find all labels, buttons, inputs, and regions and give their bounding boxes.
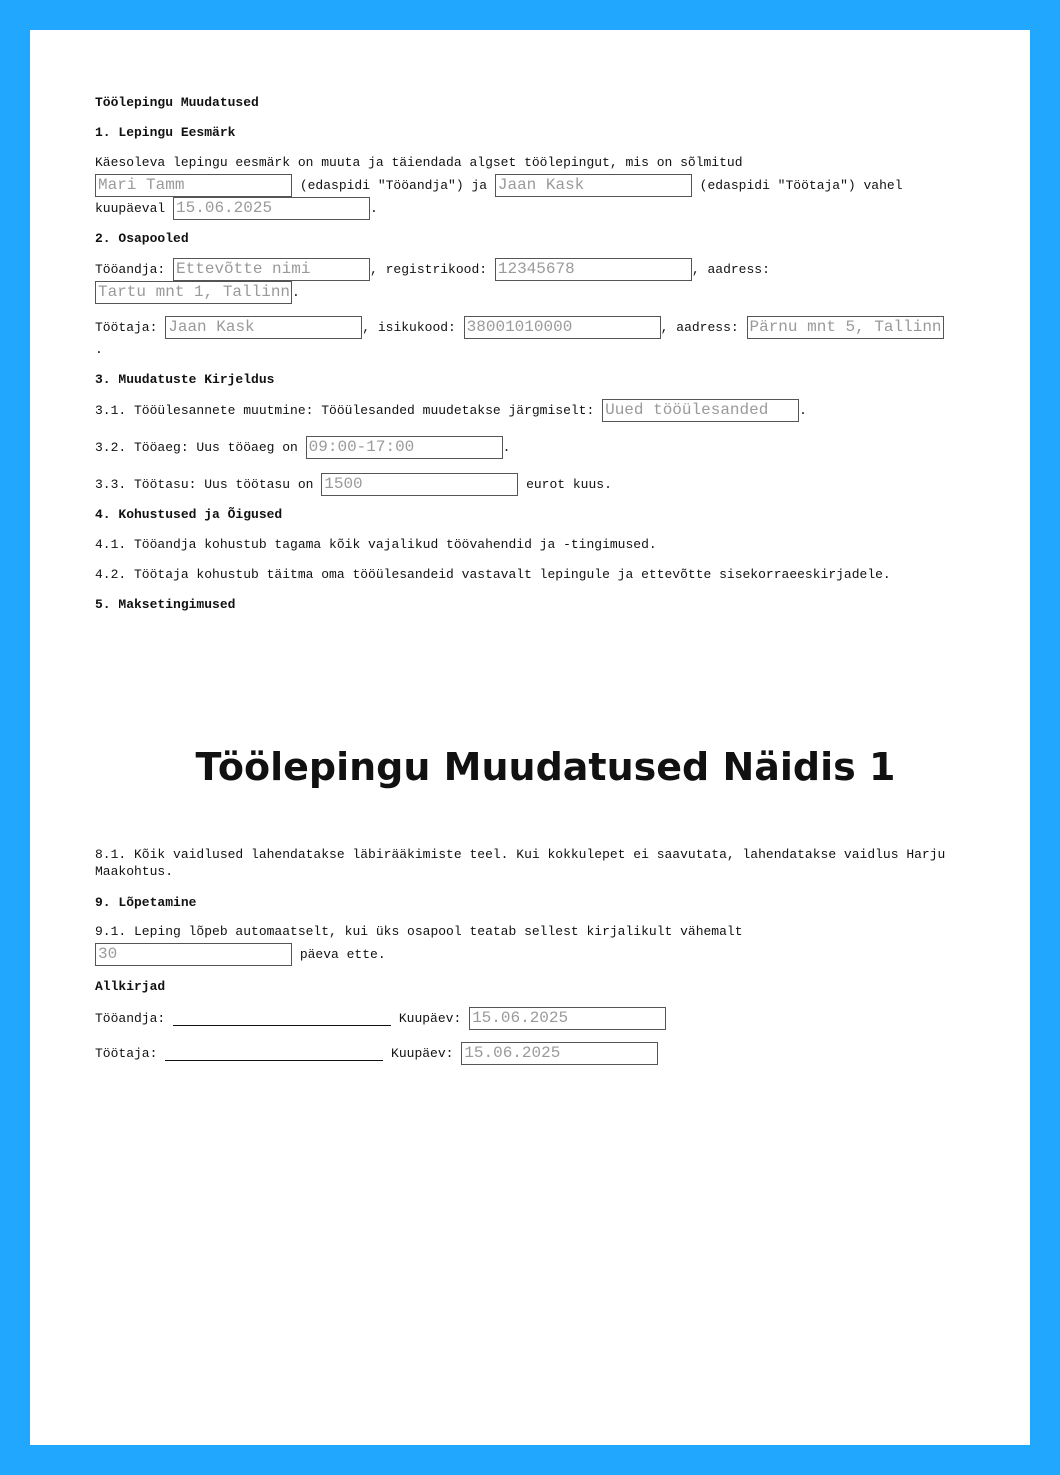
section-1-heading: 1. Lepingu Eesmärk [95,125,236,140]
working-time-field[interactable]: 09:00-17:00 [306,436,503,459]
employer-signature-line[interactable] [173,1011,391,1026]
signatures-heading: Allkirjad [95,979,166,994]
employer-address-field[interactable]: Tartu mnt 1, Tallinn [95,281,292,304]
notice-days-field[interactable]: 30 [95,943,292,966]
employee-details: Töötaja: Jaan Kask , isikukood: 38001010000 , aadress: Pärnu mnt 5, Tallinn . [95,318,942,357]
employee-name-field-2[interactable]: Jaan Kask [165,316,362,339]
employer-signature-date-field[interactable]: 15.06.2025 [469,1007,666,1030]
salary-field[interactable]: 1500 [321,473,518,496]
section-9-heading: 9. Lõpetamine [95,895,197,910]
employee-obligation: 4.2. Töötaja kohustub täitma oma tööülesandeid vastavalt lepingule ja ettevõtte sisekorraeeskirjadele. [95,567,891,582]
document-page [30,30,1030,1445]
section-1-paragraph: Käesoleva lepingu eesmärk on muuta ja täiendada algset töölepingut, mis on sõlmitud Mari Tamm (edaspidi "Tööandja") ja Jaan Kask (edaspidi "Töötaja") vahel kuupäeval 15.06.2025 . [95,152,975,220]
employer-details: Tööandja: Ettevõtte nimi , registrikood: 12345678 , aadress: Tartu mnt 1, Tallinn . [95,258,975,304]
new-duties-field[interactable]: Uued tööülesanded [602,399,799,422]
document-content [95,92,975,624]
employee-address-field[interactable]: Pärnu mnt 5, Tallinn [747,316,944,339]
section-4-heading: 4. Kohustused ja Õigused [95,507,283,522]
company-name-field[interactable]: Ettevõtte nimi [173,258,370,281]
document-title: Töölepingu Muudatused [95,95,259,110]
employee-signature-row: Töötaja: Kuupäev: 15.06.2025 [95,1042,975,1065]
section-5-heading: 5. Maksetingimused [95,597,236,612]
working-time-change: 3.2. Tööaeg: Uus tööaeg on 09:00-17:00 . [95,436,975,459]
employee-signature-date-field[interactable]: 15.06.2025 [461,1042,658,1065]
section-3-heading: 3. Muudatuste Kirjeldus [95,372,275,387]
duties-change: 3.1. Tööülesannete muutmine: Tööülesanded muudetakse järgmiselt: Uued tööülesanded . [95,399,975,422]
employee-signature-line[interactable] [165,1046,383,1061]
employer-signature-row: Tööandja: Kuupäev: 15.06.2025 [95,1007,975,1030]
banner-title: Töölepingu Muudatused Näidis 1 [195,744,896,789]
registry-code-field[interactable]: 12345678 [495,258,692,281]
personal-code-field[interactable]: 38001010000 [464,316,661,339]
contract-date-field[interactable]: 15.06.2025 [173,197,370,220]
salary-change: 3.3. Töötasu: Uus töötasu on 1500 eurot kuus. [95,473,975,496]
employer-obligation: 4.1. Tööandja kohustub tagama kõik vajalikud töövahendid ja -tingimused. [95,537,657,552]
employer-name-field[interactable]: Mari Tamm [95,174,292,197]
employee-name-field[interactable]: Jaan Kask [495,174,692,197]
termination-paragraph: 9.1. Leping lõpeb automaatselt, kui üks osapool teatab sellest kirjalikult vähemalt 30 päeva ette. [95,921,975,966]
title-banner [30,690,1030,843]
section-2-heading: 2. Osapooled [95,231,189,246]
dispute-resolution: 8.1. Kõik vaidlused lahendatakse läbirääkimiste teel. Kui kokkulepet ei saavutata, lahendatakse vaidlus Harju Maakohtus. [95,847,946,879]
